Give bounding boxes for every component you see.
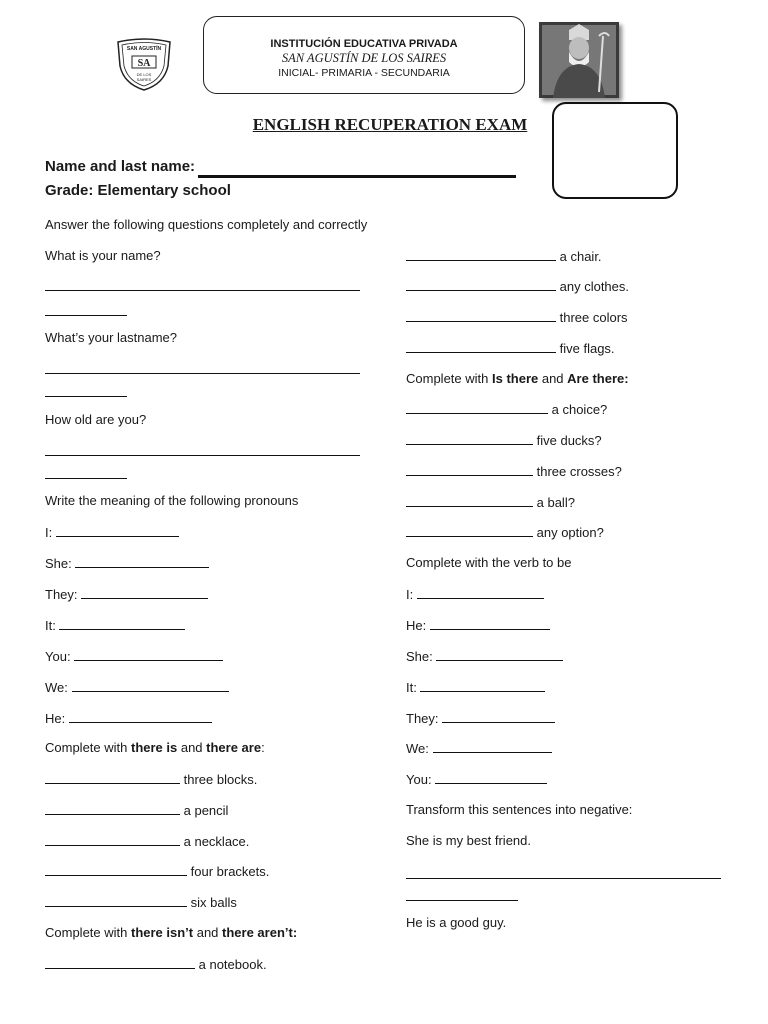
verb-item: We: [406,740,552,757]
there-item: six balls [45,894,237,911]
pronoun-item: They: [45,586,208,603]
question-item: a ball? [406,494,575,511]
question-item: any option? [406,524,604,541]
negative-title: Transform this sentences into negative: [406,802,633,817]
there-item: five flags. [406,340,615,357]
pronoun-item: We: [45,679,229,696]
there-item: a chair. [406,248,602,265]
verb-item: He: [406,617,550,634]
instructions: Answer the following questions completely and correctly [45,217,368,232]
answer-line[interactable] [45,455,360,456]
question-age: How old are you? [45,412,147,427]
answer-line[interactable] [406,878,721,879]
question-item: five ducks? [406,432,602,449]
answer-blank[interactable] [45,894,187,907]
answer-blank[interactable] [406,309,556,322]
answer-line[interactable] [45,396,127,397]
question-item: a choice? [406,401,607,418]
pronoun-item: You: [45,648,223,665]
answer-blank[interactable] [406,494,533,507]
answer-blank[interactable] [433,740,552,753]
pronoun-item: It: [45,617,185,634]
there-item: a pencil [45,802,228,819]
answer-blank[interactable] [406,340,556,353]
question-lastname: What’s your lastname? [45,330,177,345]
svg-text:SAN AGUSTÍN: SAN AGUSTÍN [126,46,162,52]
answer-blank[interactable] [75,555,209,568]
answer-blank[interactable] [72,679,229,692]
there-item: a notebook. [45,956,267,973]
there-item: three blocks. [45,771,257,788]
answer-blank[interactable] [406,432,533,445]
answer-blank[interactable] [436,648,563,661]
photo-box [552,102,678,199]
there-item: a necklace. [45,833,249,850]
question-item: three crosses? [406,463,622,480]
pronoun-item: I: [45,524,179,541]
answer-line[interactable] [45,290,360,291]
answer-blank[interactable] [59,617,185,630]
answer-blank[interactable] [406,278,556,291]
answer-blank[interactable] [45,802,180,815]
pronoun-item: She: [45,555,209,572]
there-item: three colors [406,309,628,326]
answer-blank[interactable] [69,710,212,723]
verb-item: You: [406,771,547,788]
saint-portrait-image [539,22,619,98]
grade-label: Grade: Elementary school [45,182,231,199]
answer-blank[interactable] [417,586,544,599]
name-answer-line[interactable] [198,175,516,178]
answer-blank[interactable] [45,833,180,846]
name-label: Name and last name: [45,158,196,175]
verb-item: She: [406,648,563,665]
negative-sentence: He is a good guy. [406,915,507,930]
answer-blank[interactable] [420,679,545,692]
answer-blank[interactable] [45,863,187,876]
question-name: What is your name? [45,248,161,263]
answer-line[interactable] [406,900,518,901]
institution-name: SAN AGUSTÍN DE LOS SAIRES [281,51,447,65]
answer-line[interactable] [45,478,127,479]
is-there-are-there-title: Complete with Is there and Are there: [406,371,629,386]
answer-blank[interactable] [406,401,548,414]
answer-blank[interactable] [406,248,556,261]
institution-type: INSTITUCIÓN EDUCATIVA PRIVADA [270,38,458,50]
answer-blank[interactable] [406,524,533,537]
institution-levels: INICIAL- PRIMARIA - SECUNDARIA [278,67,450,79]
answer-blank[interactable] [442,710,555,723]
answer-blank[interactable] [406,463,533,476]
verb-item: I: [406,586,544,603]
svg-text:SA: SA [137,58,151,69]
svg-text:SAIRES: SAIRES [136,77,152,82]
answer-line[interactable] [45,315,127,316]
there-item: any clothes. [406,278,629,295]
verb-item: It: [406,679,545,696]
negative-sentence: She is my best friend. [406,833,531,848]
answer-blank[interactable] [45,771,180,784]
exam-title: ENGLISH RECUPERATION EXAM [252,115,528,134]
answer-blank[interactable] [56,524,179,537]
there-isnt-arent-title: Complete with there isn’t and there aren’t: [45,925,298,940]
school-logo [112,36,176,92]
verb-item: They: [406,710,555,727]
pronoun-item: He: [45,710,212,727]
answer-blank[interactable] [430,617,550,630]
there-item: four brackets. [45,863,269,880]
pronouns-title: Write the meaning of the following pronouns [45,493,299,508]
answer-blank[interactable] [74,648,223,661]
svg-text:DE LOS: DE LOS [136,72,152,77]
institution-header [203,16,525,94]
answer-blank[interactable] [45,956,195,969]
there-is-are-title: Complete with there is and there are: [45,740,265,755]
verb-to-be-title: Complete with the verb to be [406,555,572,570]
answer-line[interactable] [45,373,360,374]
answer-blank[interactable] [435,771,547,784]
answer-blank[interactable] [81,586,208,599]
